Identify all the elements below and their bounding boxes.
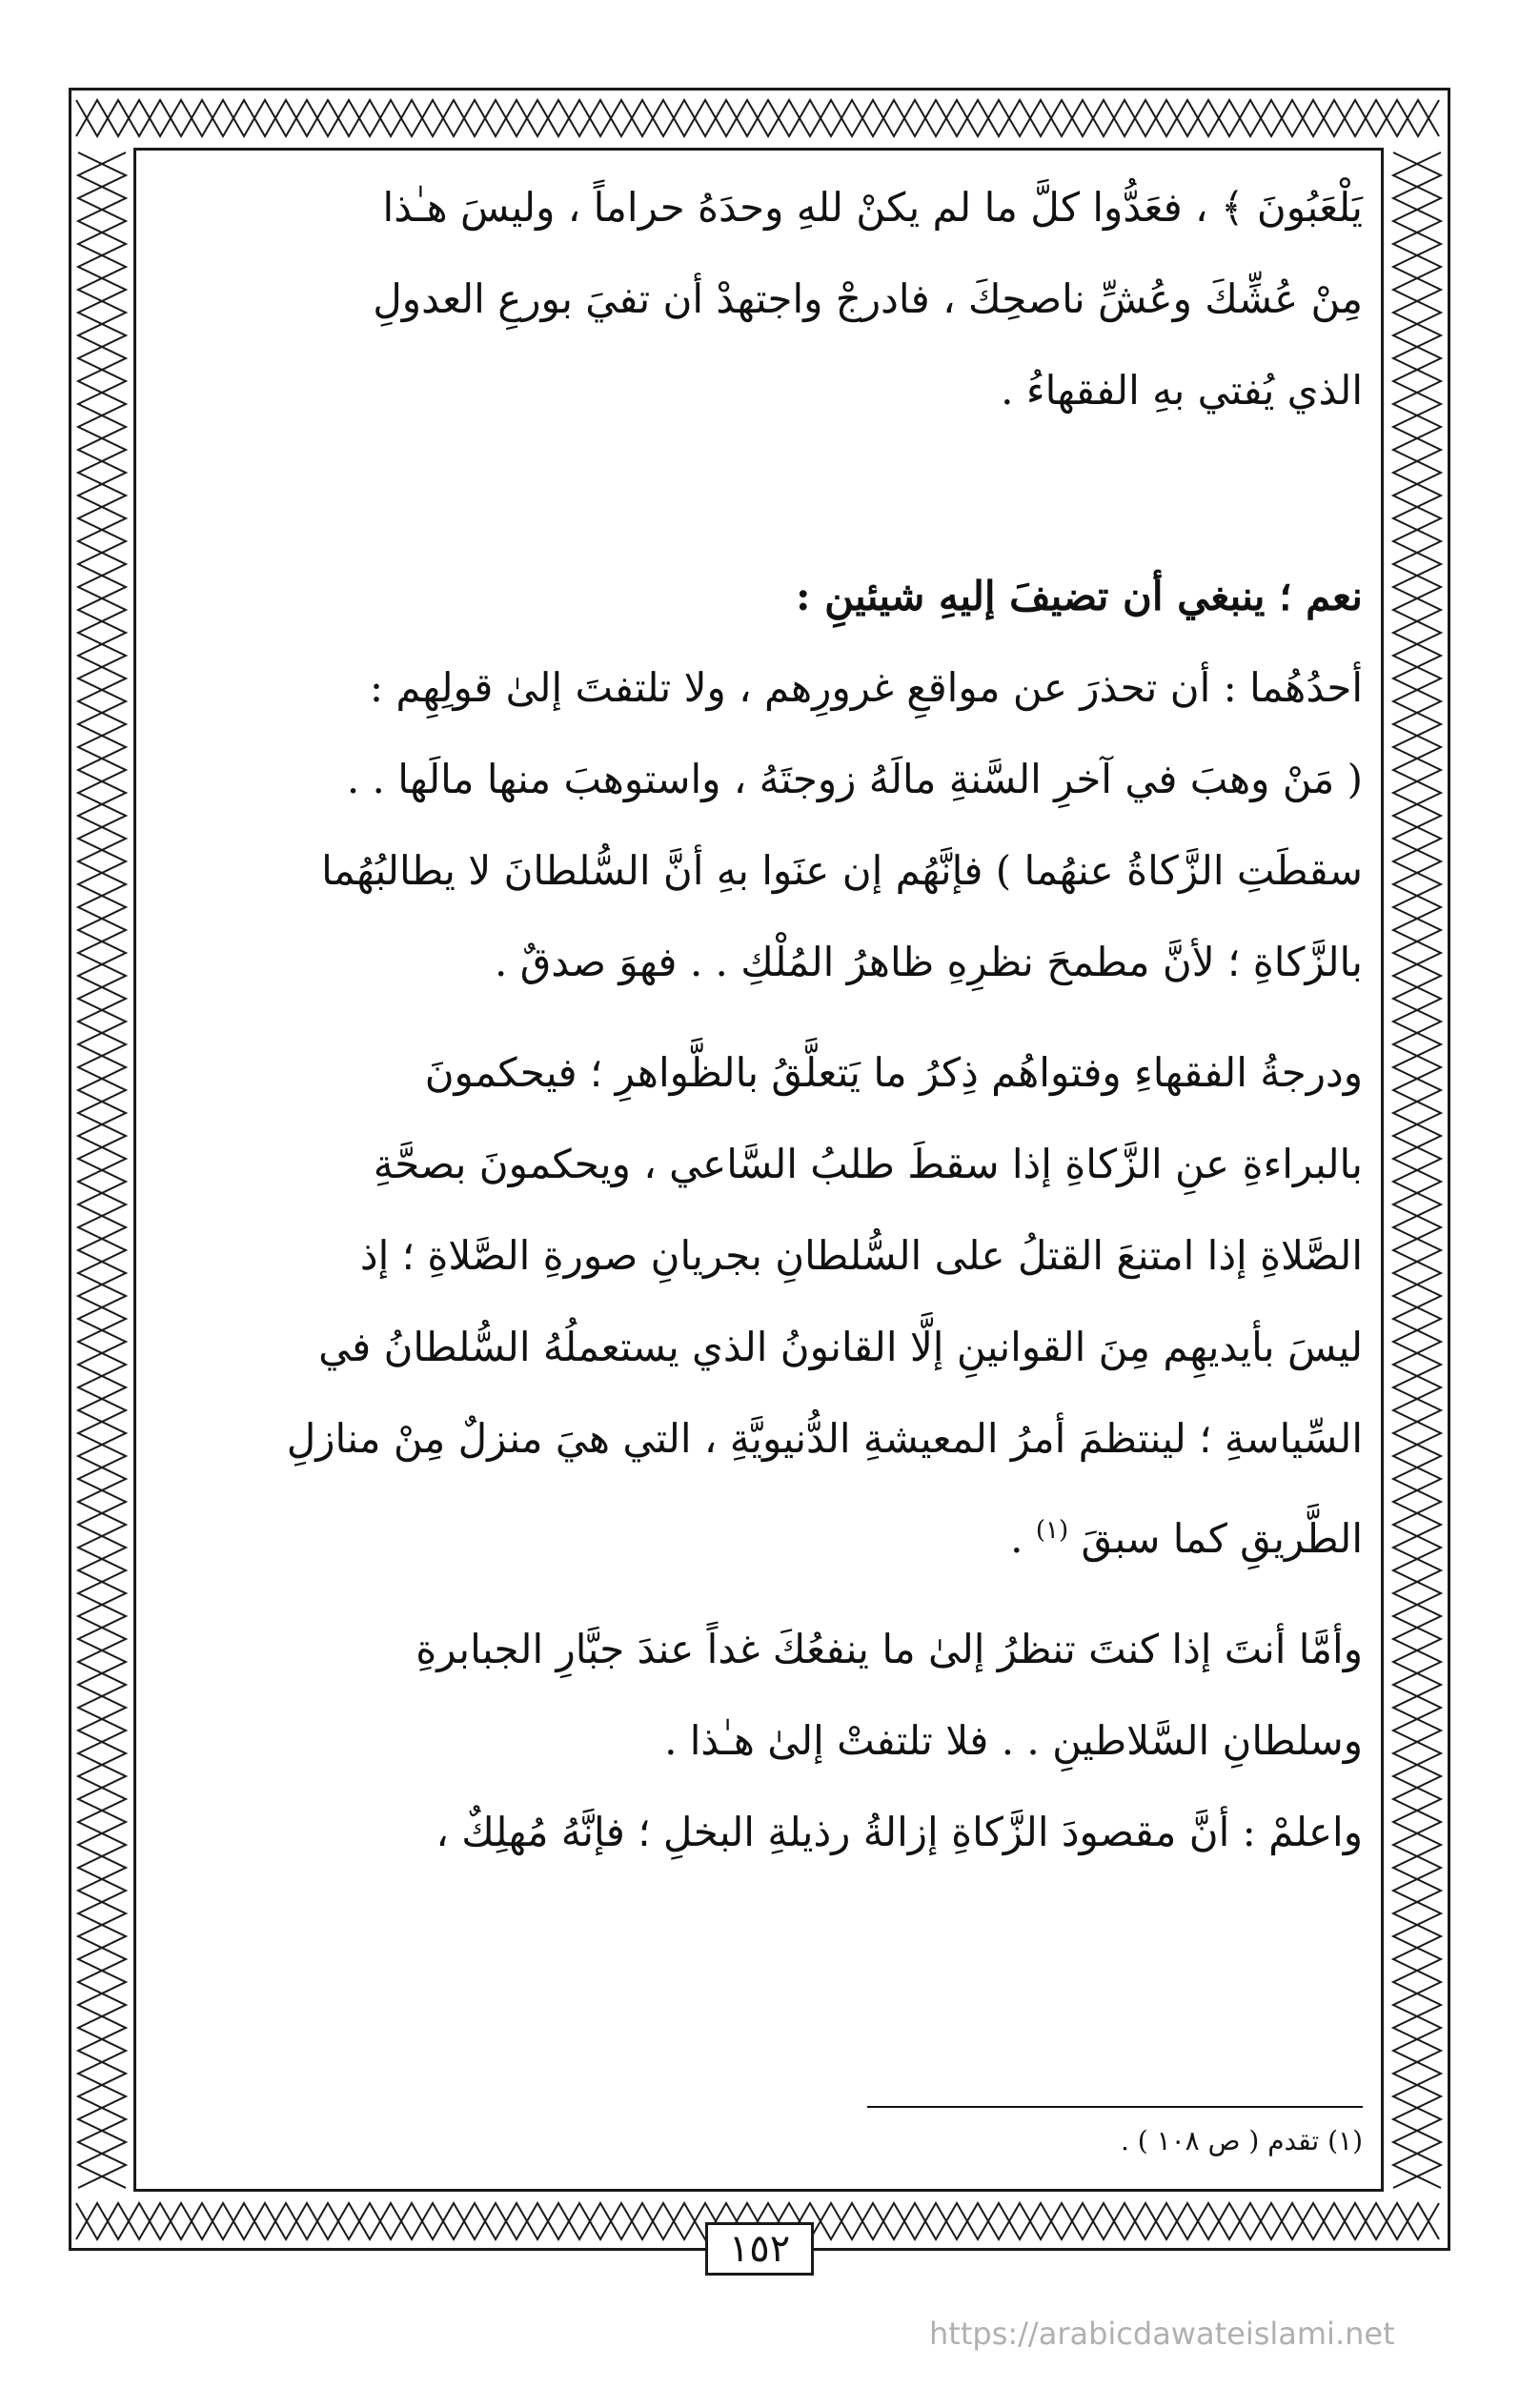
text-line: مِنْ عُشِّكَ وعُشِّ ناصحِكَ ، فادرجْ واجتهدْ أن تفيَ بورعِ العدولِ	[373, 275, 1363, 322]
spacer	[157, 1008, 1363, 1027]
page-body	[157, 162, 1363, 2156]
text-line: سقطَتِ الزَّكاةُ عنهُما ) فإنَّهُم إن عنَوا بهِ أنَّ السُّلطانَ لا يطالبُهُما	[321, 847, 1363, 894]
text-line	[157, 162, 1363, 253]
footnote-ref-mark: (١)	[1035, 1516, 1069, 1545]
paragraph-first-of-two	[157, 642, 1363, 1008]
text-line: ودرجةُ الفقهاءِ وفتواهُم ذِكرُ ما يَتعلَّقُ بالظَّواهرِ ؛ فيحكمونَ	[424, 1049, 1363, 1096]
text-line-part: يَلْعَبُونَ ﴾ ، فعَدُّوا كلَّ ما لم يكنْ للهِ وحدَهُ حراماً ، وليسَ هـٰذا	[382, 184, 1363, 231]
paragraph-sultan	[157, 1604, 1363, 1787]
lead-line: نعم ؛ ينبغي أن تضيفَ إليهِ شيئينِ :	[795, 573, 1363, 619]
text-line: السِّياسةِ ؛ لينتظمَ أمرُ المعيشةِ الدُّنيويَّةِ ، التي هيَ منزلٌ مِنْ منازلِ	[286, 1415, 1363, 1462]
footnote: (١) تقدم ( ص ١٠٨ ) .	[1120, 2125, 1363, 2156]
text-line: بالزَّكاةِ ؛ لأنَّ مطمحَ نظرِهِ ظاهرُ المُلْكِ . . فهوَ صدقٌ .	[495, 939, 1363, 985]
text-line: الصَّلاةِ إذا امتنعَ القتلُ على السُّلطانِ بجريانِ صورةِ الصَّلاةِ ؛ إذ	[359, 1232, 1363, 1279]
text-line: ( مَنْ وهبَ في آخرِ السَّنةِ مالَهُ زوجتَهُ ، واستوهبَ منها مالَها . .	[346, 756, 1363, 802]
text-line: وأمَّا أنتَ إذا كنتَ تنظرُ إلىٰ ما ينفعُكَ غداً عندَ جبَّارِ الجبابرةِ	[415, 1626, 1363, 1672]
footnote-separator	[867, 2106, 1363, 2108]
text-line: واعلمْ : أنَّ مقصودَ الزَّكاةِ إزالةُ رذيلةِ البخلِ ؛ فإنَّهُ مُهلِكٌ ،	[436, 1809, 1363, 1855]
text-line-with-ref	[157, 1485, 1363, 1585]
text-line: الذي يُفتي بهِ الفقهاءُ .	[1001, 367, 1363, 414]
text-line: وسلطانِ السَّلاطينِ . . فلا تلتفتْ إلىٰ هـٰذا .	[664, 1717, 1363, 1764]
period: .	[1010, 1515, 1023, 1562]
paragraph-fuqaha	[157, 1027, 1363, 1585]
watermark-url: https://arabicdawateislami.net	[929, 2316, 1395, 2352]
text-line: ليسَ بأيديهِم مِنَ القوانينِ إلَّا القانونُ الذي يستعملُهُ السُّلطانُ في	[318, 1324, 1363, 1370]
page-number: ١٥٢	[705, 2222, 814, 2276]
spacer	[157, 1585, 1363, 1604]
section-gap	[157, 436, 1363, 551]
text-line: أحدُهُما : أن تحذرَ عن مواقعِ غرورِهم ، ولا تلتفتَ إلىٰ قولِهِم :	[369, 664, 1363, 711]
text-line: بالبراءةِ عنِ الزَّكاةِ إذا سقطَ طلبُ السَّاعي ، ويحكمونَ بصحَّةِ	[373, 1141, 1363, 1187]
text-line-part: الطَّريقِ كما سبقَ	[1081, 1515, 1363, 1562]
